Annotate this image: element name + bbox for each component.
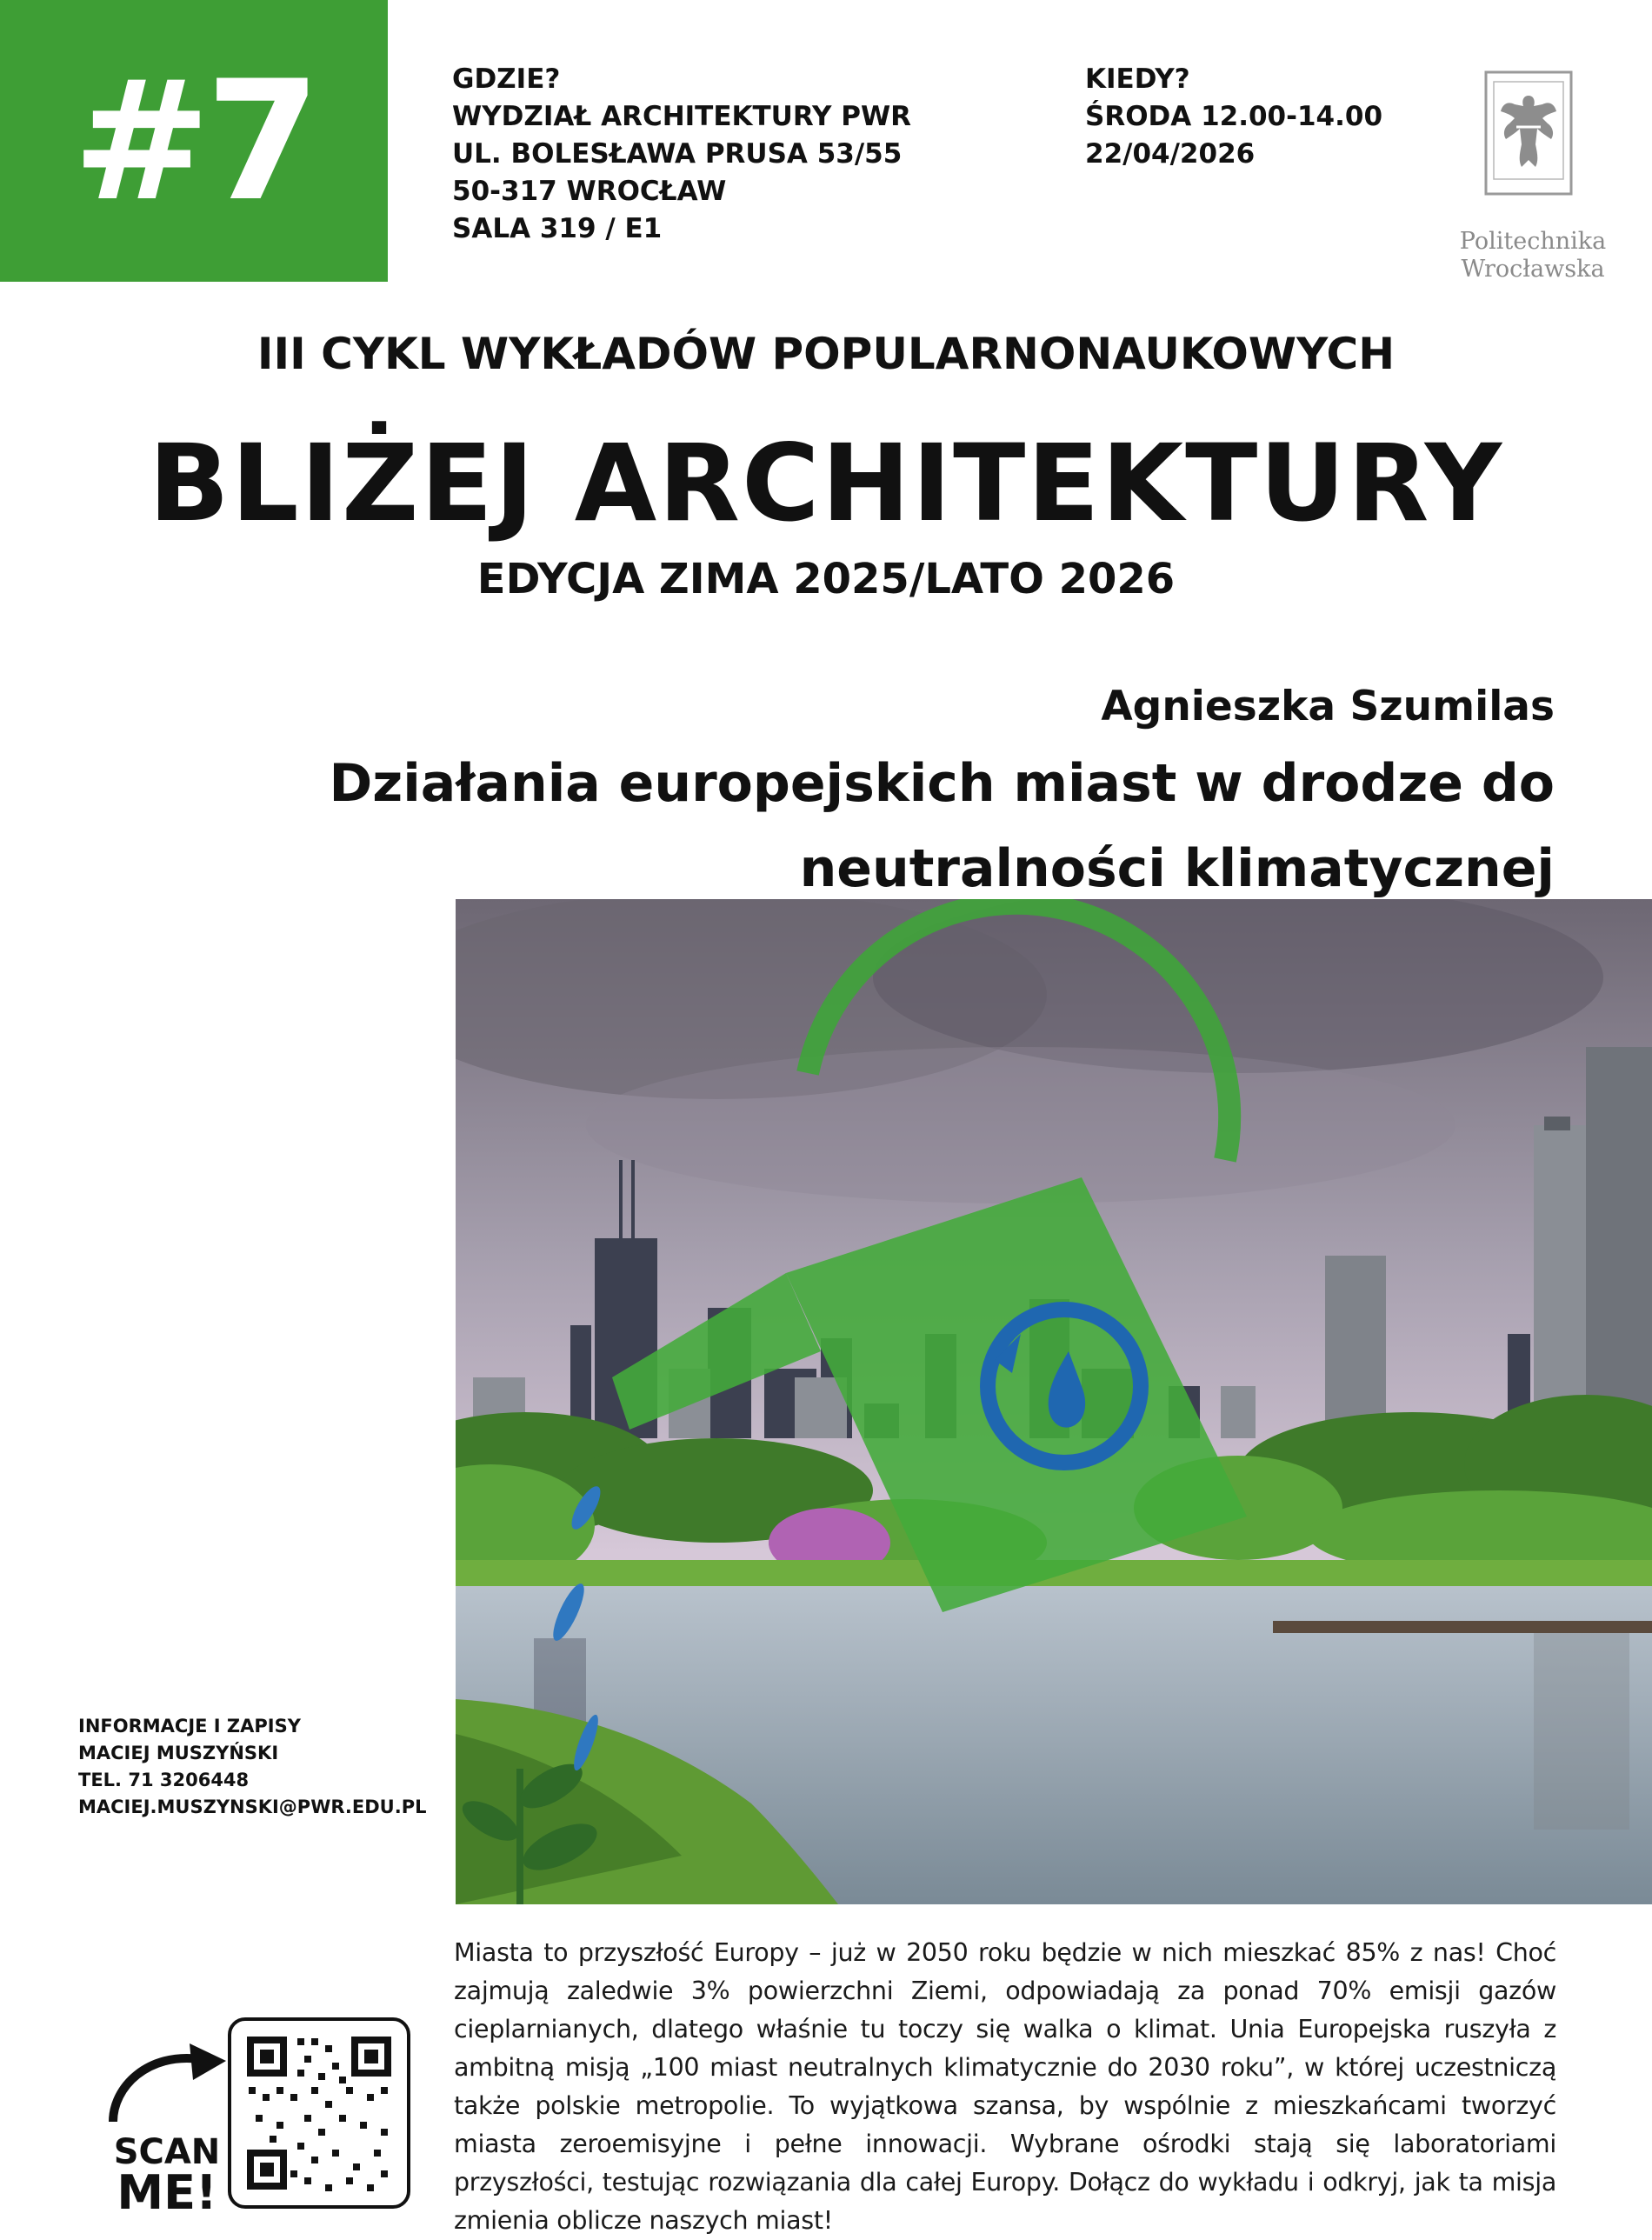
contact-info (78, 1713, 426, 1821)
contact-heading: INFORMACJE I ZAPISY (78, 1716, 301, 1737)
university-logo (1452, 70, 1614, 287)
where-label: GDZIE? (452, 63, 561, 95)
date-info (1085, 61, 1382, 173)
scan-text: ME! (117, 2165, 217, 2217)
where-line: 50-317 WROCŁAW (452, 176, 727, 207)
edition-label: EDYCJA ZIMA 2025/LATO 2026 (476, 555, 1176, 603)
contact-name: MACIEJ MUSZYŃSKI (78, 1743, 279, 1763)
lecturer-name: Agnieszka Szumilas (1101, 683, 1555, 730)
main-title: BLIŻEJ ARCHITEKTURY (148, 422, 1504, 545)
curved-arrow-icon (113, 2043, 226, 2122)
qr-code-icon[interactable] (228, 2017, 410, 2209)
eagle-shield-icon (1483, 70, 1574, 202)
when-line: ŚRODA 12.00-14.00 (1085, 101, 1383, 132)
city-park-photo (456, 899, 1652, 1904)
location-info (452, 61, 911, 248)
issue-badge (0, 0, 388, 282)
when-label: KIEDY? (1085, 63, 1190, 95)
when-line: 22/04/2026 (1085, 138, 1256, 170)
lecture-title-line: neutralności klimatycznej (799, 838, 1555, 899)
logo-name: Politechnika (1459, 228, 1607, 255)
logo-name: Wrocławska (1461, 256, 1605, 283)
series-title: III CYKL WYKŁADÓW POPULARNONAUKOWYCH (256, 329, 1396, 379)
where-line: WYDZIAŁ ARCHITEKTURY PWR (452, 101, 912, 132)
lecture-title-line: Działania europejskich miast w drodze do (329, 753, 1555, 814)
where-line: SALA 319 / E1 (452, 213, 663, 244)
issue-number: #7 (72, 44, 316, 237)
contact-email: MACIEJ.MUSZYNSKI@PWR.EDU.PL (78, 1797, 427, 1817)
lecture-description: Miasta to przyszłość Europy – już w 2050 roku będzie w nich mieszkać 85% z nas! Choć zajmują zaledwie 3% powierzchni Ziemi, odpowiadają za ponad 70% emisji gazów cieplarnianych, dlatego właśnie tu toczy się walka o klimat. Unia Europejska ruszyła z ambitną misją „100 miast neutralnych klimatycznie do 2030 roku”, w której uczestniczą także polskie metropolie. To wyjątkowa szansa, by wspólnie z mieszkańcami tworzyć miasta zeroemisyjne i pełne innowacji. Wybrane ośrodki stają się laboratoriami przyszłości, testując rozwiązania dla całej Europy. Dołącz do wykładu i odkryj, jak ta misja zmienia oblicze naszych miast! (454, 1938, 1556, 2235)
scan-text: SCAN (113, 2132, 221, 2172)
scan-me-label (96, 2035, 243, 2217)
contact-phone: TEL. 71 3206448 (78, 1770, 250, 1790)
where-line: UL. BOLESŁAWA PRUSA 53/55 (452, 138, 903, 170)
